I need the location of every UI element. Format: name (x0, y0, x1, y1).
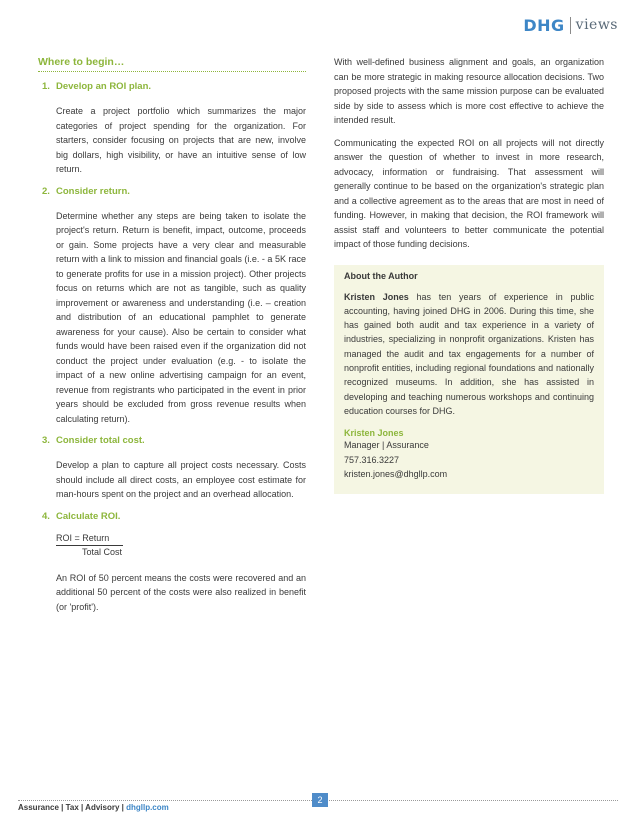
step-text-2: Determine whether any steps are being taken to isolate the project's return. Return is benefit, impact, outcome, proceeds or gain. Some projects have a very clear and measurable return with a link to mission and financial goals (i.e. - a 5K race to generate profits for use in a mission project). Other projects focus on returns which are not as tangible, such as quality improvement or awareness and understanding (i.e. – creation and distribution of an educational pamphlet to generate awareness for your cause). Also be certain to consider what funds would have been raised even if the organization did not conduct the project under evaluation (e.g. - to isolate the impact of a new online advertising campaign for an event, revenue from registrants who participated in the event in prior years should be excluded from gross revenue results when calculating return). (56, 210, 306, 424)
step-heading-4: 4. Calculate ROI. (42, 510, 121, 522)
formula-denominator: Total Cost (82, 546, 123, 557)
step-heading-2: 2. Consider return. (42, 185, 130, 197)
page-number: 2 (312, 793, 328, 807)
about-author-title: About the Author (344, 270, 418, 281)
author-bio (344, 290, 594, 419)
step-text-3: Develop a plan to capture all project costs necessary. Costs should include all direct costs, an employee cost estimate for man-hours spent on the project and an overhead allocation. (56, 460, 306, 499)
footer-site-link[interactable]: dhgllp.com (126, 803, 169, 812)
section-title: Where to begin… (38, 56, 306, 72)
contact-email[interactable]: kristen.jones@dhgllp.com (344, 469, 448, 480)
right-column (334, 55, 604, 494)
logo-divider (570, 17, 571, 34)
left-column (38, 56, 306, 614)
formula-numerator: ROI = Return (56, 532, 123, 546)
body-paragraph-1: With well-defined business alignment and goals, an organization can be more strategic in making resource allocation decisions. Two proposed projects with the same mission purpose can be evaluated side by side to assess which is more cost effective to achieve the intended result. (334, 57, 604, 125)
roi-formula (56, 532, 306, 559)
contact-role: Manager | Assurance (344, 440, 429, 451)
logo-dhg-text: DHG (523, 15, 565, 35)
footer-services: Assurance | Tax | Advisory | dhgllp.com (18, 803, 169, 812)
author-name-bold: Kristen Jones (344, 291, 409, 302)
step-heading-1: 1. Develop an ROI plan. (42, 81, 152, 92)
logo-views-text: views (575, 17, 618, 33)
contact-phone: 757.316.3227 (344, 454, 400, 465)
step-text-4: An ROI of 50 percent means the costs were recovered and an additional 50 percent of the costs were also realized in benefit (or 'profit'). (56, 572, 306, 612)
about-author-box (334, 265, 604, 494)
step-heading-3: 3. Consider total cost. (42, 435, 145, 446)
author-bio-text: has ten years of experience in public accounting, having joined DHG in 2006. During this time, she has gained both audit and tax experience in a variety of industries, specializing in nonprofit organizations. Kristen has managed the audit and tax engagements for a number of nonprofit entities, including regional foundations and nationally recognized museums. In addition, she has assisted in developing and teaching numerous workshops and continuing education courses for DHG. (344, 291, 594, 416)
body-paragraph-2: Communicating the expected ROI on all projects will not directly answer the question of whether to invest in more research, advocacy, information or fundraising. That assessment will generally continue to be based on the organization's strategic plan and a collective agreement as to the areas that are most in need of funding. However, in making that decision, the ROI framework will assist staff and volunteers to better communicate the potential impact of those funding decisions. (334, 137, 604, 249)
contact-name: Kristen Jones (344, 428, 404, 439)
step-text-1: Create a project portfolio which summarizes the major categories of project spending for the organization. For starters, consider focusing on projects that are new, involve big dollars, high visibility, or have an intuitive sense of low return. (56, 106, 306, 174)
dhg-views-logo (523, 16, 618, 34)
